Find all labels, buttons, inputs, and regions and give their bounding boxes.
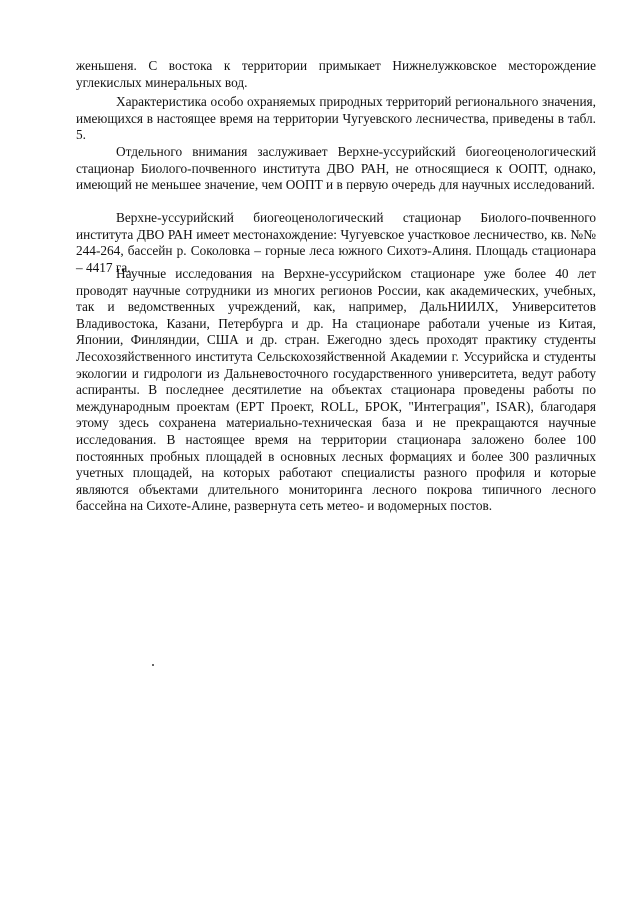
paragraph-2: Характеристика особо охраняемых природных территорий регионального значения, имеющихся в настоящее время на территории Чугуевского лесничества, приведены в табл. 5. (76, 94, 596, 143)
paragraph-4: Верхне-уссурийский биогеоценологический стационар Биолого-почвенного института ДВО РАН имеет местонахождение: Чугуевское участковое лесничество, кв. №№ 244-264, бассейн р. Соколовка – горные леса южного Сихотэ-Алиня. Площадь стационара – 4417 га. (76, 210, 596, 275)
scan-speck (152, 664, 154, 666)
paragraph-5: Научные исследования на Верхне-уссурийском стационаре уже более 40 лет проводят научные сотрудники из многих регионов России, как академических, учебных, так и ведомственных учреждений, как, например, ДальНИИЛХ, Университетов Владивостока, Казани, Петербурга и др. На стационаре работали ученые из Китая, Японии, Финляндии, США и др. стран. Ежегодно здесь проходят практику студенты Лесохозяйственного института Сельскохозяйственной Академии г. Уссурийска и студенты экологии и гидрологи из Дальневосточного государственного университета, ведут работу аспиранты. В последнее десятилетие на объектах стационара проведены работы по международным проектам (ЕРТ Проект, ROLL, БРОК, "Интеграция", ISAR), благодаря этому здесь сохранена материально-техническая база и не прекращаются научные исследования. В настоящее время на территории стационара заложено более 100 постоянных пробных площадей в основных лесных формациях и более 300 различных учетных площадей, на которых работают специалисты разного профиля и которые являются объектами длительного мониторинга лесного покрова типичного лесного бассейна на Сихоте-Алине, развернута сеть метео- и водомерных постов. (76, 266, 596, 514)
paragraph-1: женьшеня. С востока к территории примыкает Нижнелужковское месторождение углекислых минеральных вод. (76, 58, 596, 90)
paragraph-3: Отдельного внимания заслуживает Верхне-уссурийский биогеоценологический стационар Биолого-почвенного института ДВО РАН, не относящиеся к ООПТ, однако, имеющий не меньшее значение, чем ООПТ и в первую очередь для научных исследований. (76, 144, 596, 193)
